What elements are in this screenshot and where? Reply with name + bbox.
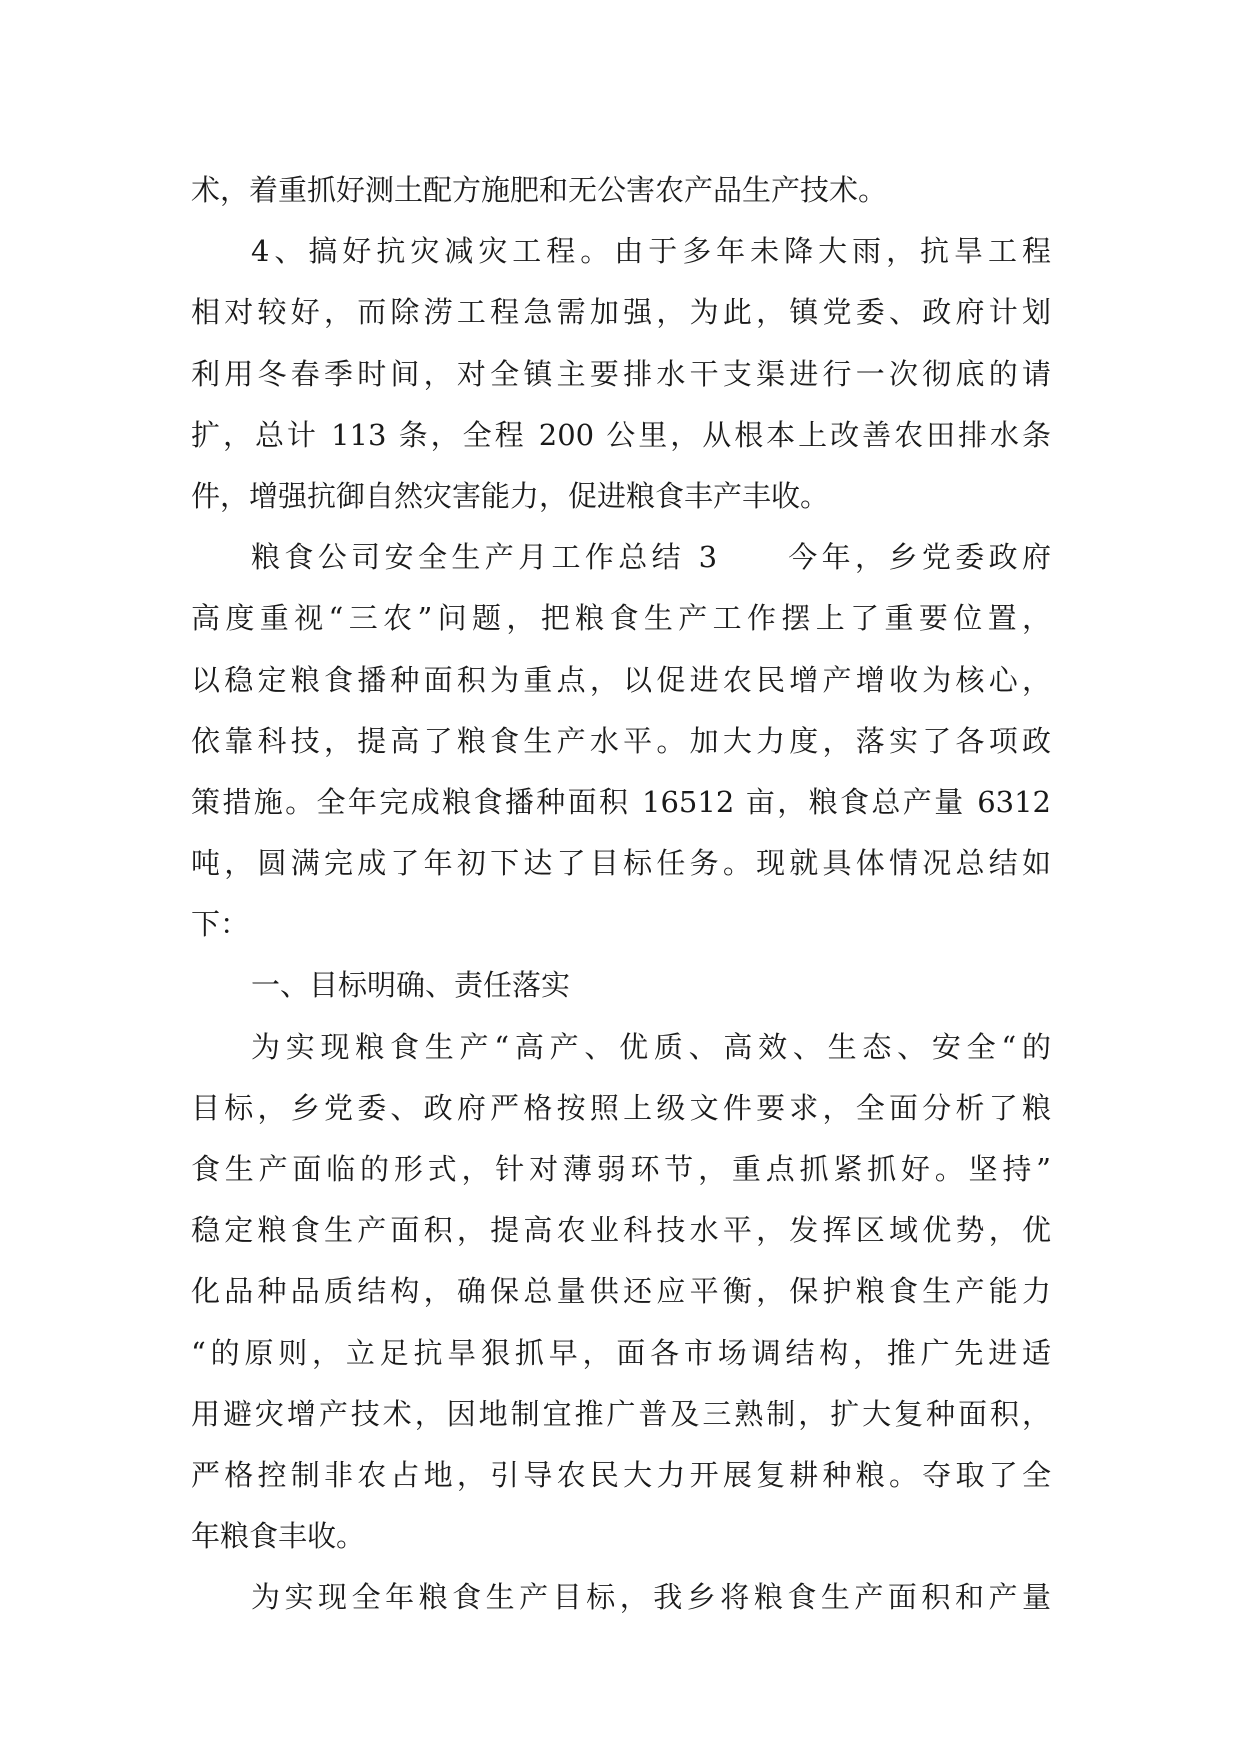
text-line: 用避灾增产技术，因地制宜推广普及三熟制，扩大复种面积， xyxy=(191,1396,1051,1431)
text-line: 粮食公司安全生产月工作总结 3 今年，乡党委政府 xyxy=(251,540,1051,575)
text-line: 年粮食丰收。 xyxy=(191,1519,366,1554)
text-line: 策措施。全年完成粮食播种面积 16512 亩，粮食总产量 6312 xyxy=(191,784,1051,819)
text-line: 为实现粮食生产“高产、优质、高效、生态、安全“的 xyxy=(251,1029,1051,1064)
text-line: 稳定粮食生产面积，提高农业科技水平，发挥区域优势，优 xyxy=(191,1213,1051,1248)
text-line: 相对较好，而除涝工程急需加强，为此，镇党委、政府计划 xyxy=(191,295,1051,330)
text-line: 一、目标明确、责任落实 xyxy=(251,968,571,1003)
text-line: 利用冬春季时间，对全镇主要排水干支渠进行一次彻底的请 xyxy=(191,356,1051,391)
text-line: 食生产面临的形式，针对薄弱环节，重点抓紧抓好。坚持” xyxy=(191,1152,1051,1186)
text-line: “的原则，立足抗旱狠抓早，面各市场调结构，推广先进适 xyxy=(191,1335,1051,1370)
text-line: 高度重视“三农”问题，把粮食生产工作摆上了重要位置， xyxy=(191,601,1051,636)
text-line: 吨，圆满完成了年初下达了目标任务。现就具体情况总结如 xyxy=(191,846,1051,881)
text-line: 术，着重抓好测土配方施肥和无公害农产品生产技术。 xyxy=(191,173,888,207)
text-line: 严格控制非农占地，引导农民大力开展复耕种粮。夺取了全 xyxy=(191,1457,1051,1492)
text-line: 为实现全年粮食生产目标，我乡将粮食生产面积和产量 xyxy=(251,1580,1051,1615)
text-line: 目标，乡党委、政府严格按照上级文件要求，全面分析了粮 xyxy=(191,1090,1051,1125)
text-line: 化品种品质结构，确保总量供还应平衡，保护粮食生产能力 xyxy=(191,1274,1051,1309)
text-line: 4、搞好抗灾减灾工程。由于多年未降大雨，抗旱工程 xyxy=(251,234,1051,269)
text-line: 扩，总计 113 条，全程 200 公里，从根本上改善农田排水条 xyxy=(191,417,1051,452)
text-line: 依靠科技，提高了粮食生产水平。加大力度，落实了各项政 xyxy=(191,723,1051,758)
document-body xyxy=(191,160,1051,1629)
text-line: 以稳定粮食播种面积为重点，以促进农民增产增收为核心， xyxy=(191,662,1051,697)
text-line: 下： xyxy=(191,907,250,942)
text-line: 件，增强抗御自然灾害能力，促进粮食丰产丰收。 xyxy=(191,478,830,513)
